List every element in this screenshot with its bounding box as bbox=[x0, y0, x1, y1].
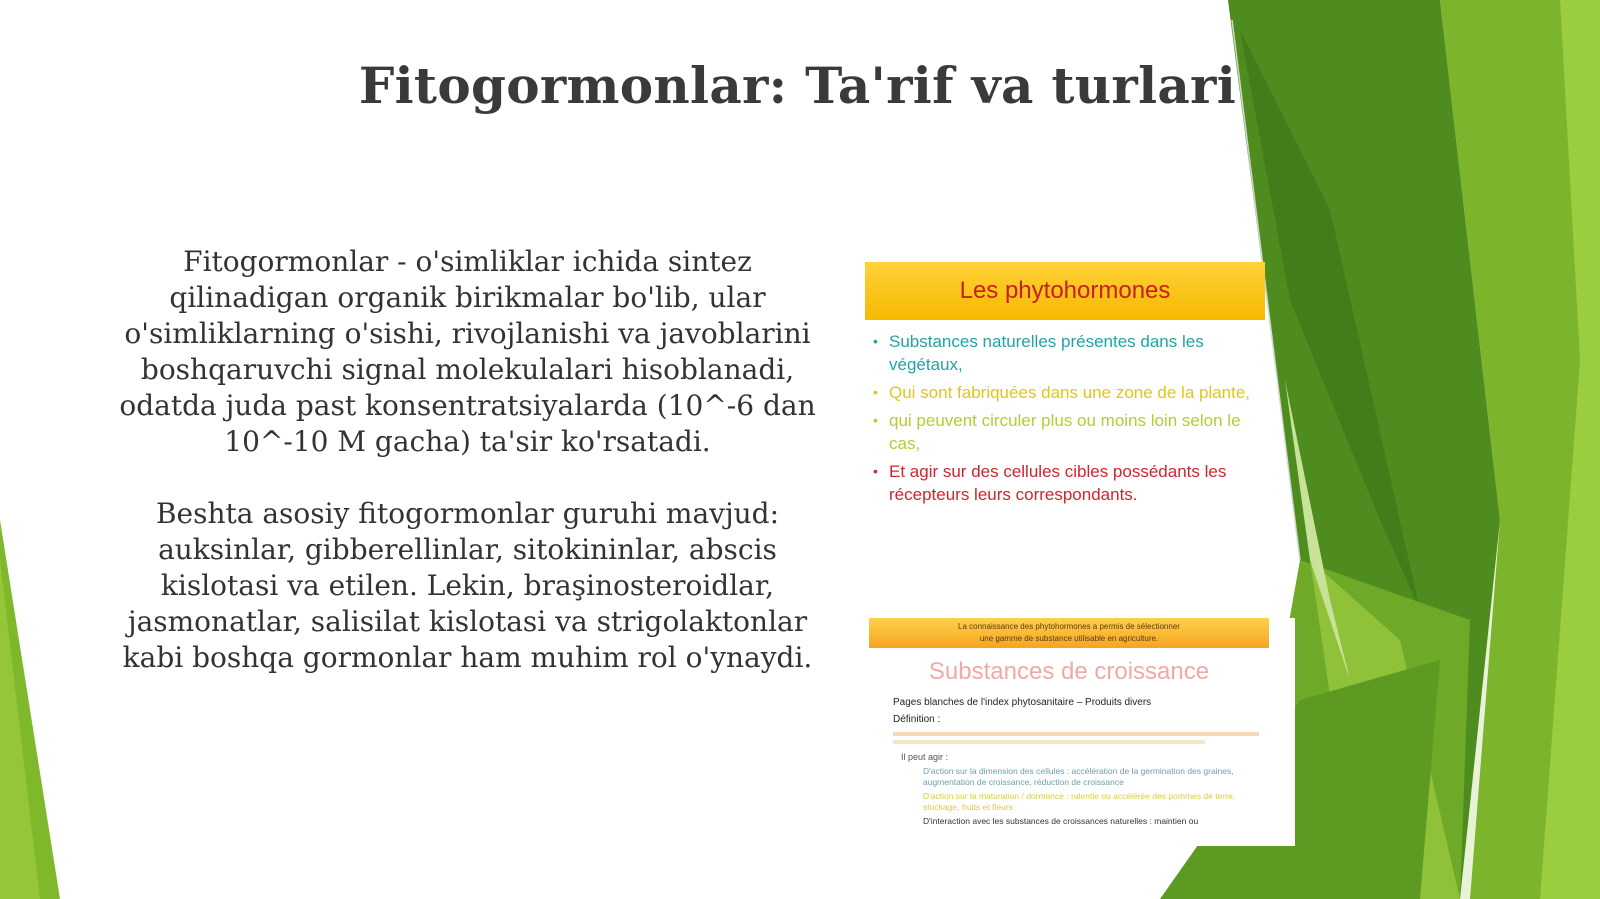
action-label: Il peut agir : bbox=[901, 752, 949, 762]
bullet-dot-icon: • bbox=[873, 412, 878, 428]
banner-line: une gamme de substance utilisable en agriculture. bbox=[979, 634, 1159, 643]
phytohormones-image bbox=[865, 262, 1265, 562]
action-item: D'interaction avec les substances de croissances naturelles : maintien ou bbox=[923, 816, 1199, 826]
banner-line: La connaissance des phytohormones a permis de sélectionner bbox=[958, 622, 1180, 631]
phytohormones-heading: Les phytohormones bbox=[865, 262, 1265, 320]
bullet-item: • Qui sont fabriquées dans une zone de la plante, bbox=[873, 383, 1251, 402]
growth-substances-heading: Substances de croissance bbox=[928, 658, 1210, 685]
bullet-item: • Et agir sur des cellules cibles possédants les récepteurs leurs correspondants. bbox=[873, 462, 1227, 504]
bullet-dot-icon: • bbox=[873, 384, 878, 400]
bullet-item: • qui peuvent circuler plus ou moins loin selon le cas, bbox=[873, 411, 1241, 453]
action-item: D'action sur la maturation / dormance : ralentie ou accélérée des pommes de terre, stockage, fruits et fleurs bbox=[923, 791, 1236, 812]
action-item: D'action sur la dimension des cellules : accélération de la germination des graines, augmentation de croissance, réduction de croissance bbox=[923, 766, 1234, 787]
growth-substances-banner bbox=[869, 618, 1269, 648]
slide-body bbox=[100, 244, 835, 676]
growth-substances-image bbox=[869, 618, 1295, 846]
bullet-item: • Substances naturelles présentes dans les végétaux, bbox=[873, 332, 1204, 374]
hormone-groups-paragraph: Beshta asosiy fitogormonlar guruhi mavjud: auksinlar, gibberellinlar, sitokininlar, abscis kislotasi va etilen. Lekin, braşinosteroidlar, jasmonatlar, salisilat kislotasi va strigolaktonlar kabi boshqa gormonlar ham muhim rol o'ynaydi. bbox=[122, 497, 813, 674]
bullet-dot-icon: • bbox=[873, 463, 878, 479]
bullet-dot-icon: • bbox=[873, 333, 878, 349]
definition-label: Définition : bbox=[893, 714, 941, 725]
blurred-text-line bbox=[893, 732, 1259, 736]
slide-title: Fitogormonlar: Ta'rif va turlari bbox=[358, 56, 1236, 115]
definition-paragraph: Fitogormonlar - o'simliklar ichida sintez qilinadigan organik birikmalar bo'lib, ular o'simliklarning o'sishi, rivojlanishi va javoblarini boshqaruvchi signal molekulalari hisoblanadi, odatda juda past konsentratsiyalarda (10^-6 dan 10^-10 M gacha) ta'sir ko'rsatadi. bbox=[119, 245, 816, 458]
phytohormones-bullet-list bbox=[865, 330, 1265, 506]
blurred-text-line bbox=[893, 740, 1205, 744]
index-source-line: Pages blanches de l'index phytosanitaire – Produits divers bbox=[893, 697, 1152, 708]
